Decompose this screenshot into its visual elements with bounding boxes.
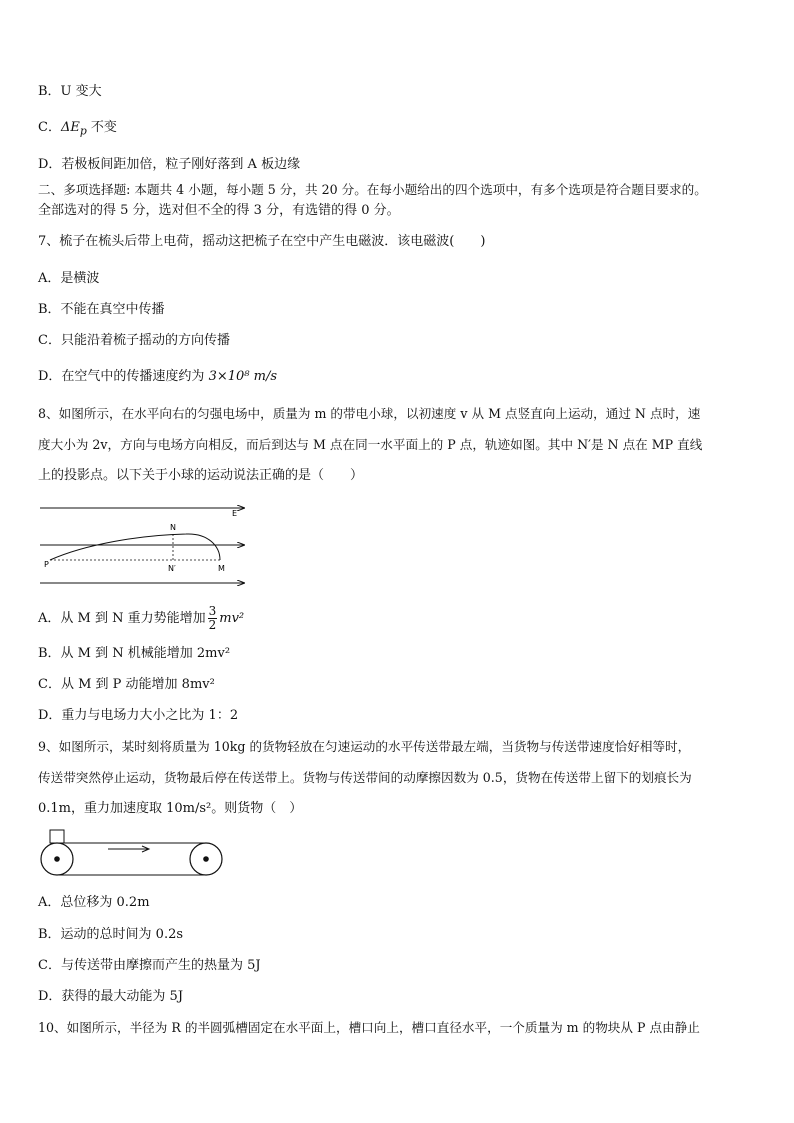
label-m: M [218,564,225,573]
question-9-line-1: 9、如图所示，某时刻将质量为 10kg 的货物轻放在匀速运动的水平传送带最左端，当货物与传送带速度恰好相等时， [38,739,691,754]
option-7a: A．是横波 [38,271,100,286]
figure-electric-field [36,500,252,592]
option-9a: A．总位移为 0.2m [38,895,150,910]
label-n: N [170,523,176,532]
figure-conveyor-belt [38,828,228,880]
right-pulley-axle [203,856,209,862]
option-9c: C．与传送带由摩擦而产生的热量为 5J [38,958,261,973]
question-8-line-1: 8、如图所示，在水平向右的匀强电场中，质量为 m 的带电小球，以初速度 v 从 M 点竖直向上运动，通过 N 点时，速 [38,406,701,421]
option-7b: B．不能在真空中传播 [38,302,165,317]
fraction-numerator: 3 [208,604,217,618]
option-8a [38,604,244,634]
option-8a-fraction [208,605,218,632]
option-6c-sub: p [79,124,87,138]
option-6c-prefix: C． [38,120,61,135]
label-n-prime: N′ [168,564,176,573]
option-8b: B．从 M 到 N 机械能增加 2mv² [38,646,231,661]
question-9-line-3: 0.1m，重力加速度取 10m/s²。则货物（ ） [38,801,303,816]
question-8-line-2: 度大小为 2v，方向与电场方向相反，而后到达与 M 点在同一水平面上的 P 点，轨迹如图。其中 N′是 N 点在 MP 直线 [38,437,703,452]
option-8d: D．重力与电场力大小之比为 1：2 [38,708,239,723]
option-9b: B．运动的总时间为 0.2s [38,927,184,942]
option-6c [38,119,117,141]
question-7: 7、梳子在梳头后带上电荷，摇动这把梳子在空中产生电磁波．该电磁波( ) [38,234,486,249]
option-7d [38,368,277,386]
option-6d: D．若极板间距加倍，粒子刚好落到 A 板边缘 [38,157,301,172]
question-8-line-3: 上的投影点。以下关于小球的运动说法正确的是（ ） [38,468,364,483]
option-7c: C．只能沿着梳子摇动的方向传播 [38,333,230,348]
fraction-denominator: 2 [208,618,217,632]
question-10-line-1: 10、如图所示，半径为 R 的半圆弧槽固定在水平面上，槽口向上，槽口直径水平，一个质量为 m 的物块从 P 点由静止 [38,1020,700,1035]
option-8a-prefix: A．从 M 到 N 重力势能增加 [38,611,206,626]
option-8c: C．从 M 到 P 动能增加 8mv² [38,677,215,692]
option-6c-math: ΔE [60,120,80,135]
question-9-line-2: 传送带突然停止运动，货物最后停在传送带上。货物与传送带间的动摩擦因数为 0.5，货物在传送带上留下的划痕长为 [38,770,692,785]
option-6b: B．U 变大 [38,84,102,99]
cargo-box [50,830,64,843]
label-e: E [232,509,238,518]
section-note: 全部选对的得 5 分，选对但不全的得 3 分，有选错的得 0 分。 [38,203,400,218]
option-6c-suffix: 不变 [86,120,117,135]
trajectory-curve [50,534,220,560]
option-7d-math: 3×10⁸ m/s [208,369,277,384]
option-9d: D．获得的最大动能为 5J [38,989,184,1004]
option-7d-prefix: D．在空气中的传播速度约为 [38,369,209,384]
label-p: P [44,560,49,569]
left-pulley-axle [54,856,60,862]
section-header: 二、多项选择题: 本题共 4 小题，每小题 5 分，共 20 分。在每小题给出的四个选项中，有多个选项是符合题目要求的。 [38,182,707,197]
option-8a-suffix: mv² [219,611,245,626]
